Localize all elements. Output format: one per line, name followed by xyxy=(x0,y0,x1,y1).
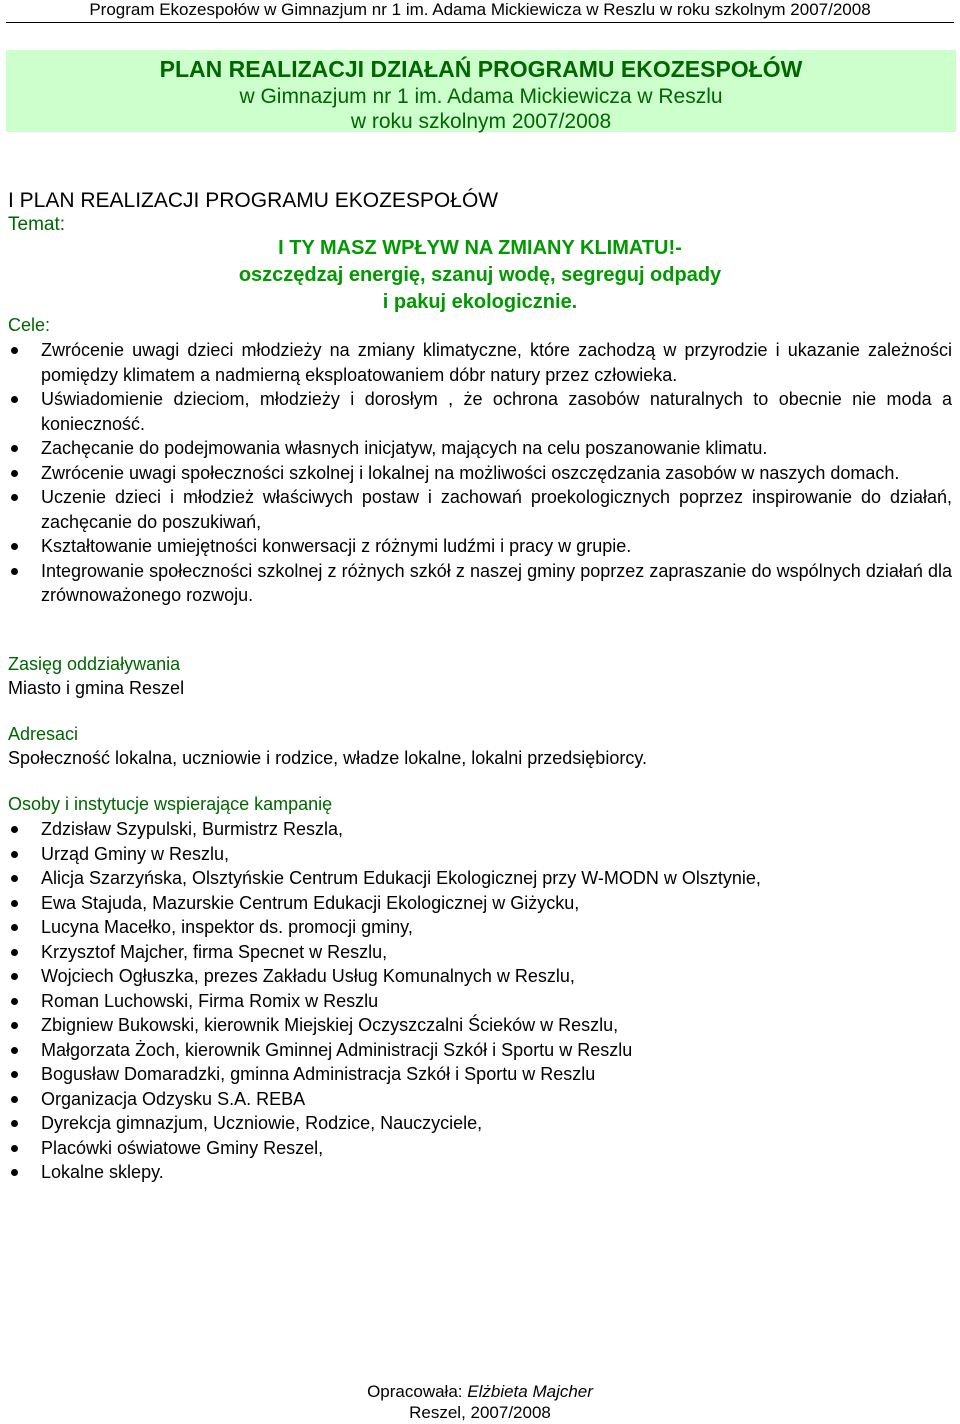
osoby-heading: Osoby i instytucje wspierające kampanię xyxy=(8,794,333,814)
list-item xyxy=(8,338,952,387)
goal-text: Kształtowanie umiejętności konwersacji z różnymi ludźmi i pracy w grupie. xyxy=(41,536,632,556)
slogan-line-3: i pakuj ekologicznie. xyxy=(382,291,578,313)
footer-place-date: Reszel, 2007/2008 xyxy=(409,1403,551,1422)
bullet-icon xyxy=(11,851,18,858)
goal-text: Zachęcanie do podejmowania własnych inicjatyw, mających na celu poszanowanie klimatu. xyxy=(41,438,768,458)
bullet-icon xyxy=(11,1096,18,1103)
footer-prepared-by xyxy=(0,1381,960,1403)
list-item xyxy=(8,1160,952,1185)
list-item xyxy=(8,1087,952,1112)
list-item xyxy=(8,989,952,1014)
supporter-text: Wojciech Ogłuszka, prezes Zakładu Usług Komunalnych w Reszlu, xyxy=(41,966,575,986)
bullet-icon xyxy=(11,494,18,501)
bullet-icon xyxy=(11,1071,18,1078)
bullet-icon xyxy=(11,1047,18,1054)
cele-label: Cele: xyxy=(8,315,51,335)
list-item xyxy=(8,817,952,842)
supporter-text: Zbigniew Bukowski, kierownik Miejskiej Oczyszczalni Ścieków w Reszlu, xyxy=(41,1015,619,1035)
document-subtitle-school: w Gimnazjum nr 1 im. Adama Mickiewicza w Reszlu xyxy=(239,85,723,108)
goal-text: Zwrócenie uwagi społeczności szkolnej i lokalnej na możliwości oszczędzania zasobów w naszych domach. xyxy=(41,462,900,483)
bullet-icon xyxy=(11,973,18,980)
section-title: I PLAN REALIZACJI PROGRAMU EKOZESPOŁÓW xyxy=(8,189,499,212)
supporter-text: Ewa Stajuda, Mazurskie Centrum Edukacji Ekologicznej w Giżycku, xyxy=(41,892,580,913)
bullet-icon xyxy=(11,1169,18,1176)
goal-text: Uczenie dzieci i młodzież właściwych postaw i zachowań proekologicznych poprzez inspirowanie do działań, zachęcanie do poszukiwań, xyxy=(41,487,952,532)
goal-text: Integrowanie społeczności szkolnej z różnych szkół z naszej gminy poprzez zapraszanie do wspólnych działań dla zrównoważonego rozwoju. xyxy=(41,560,952,605)
list-item xyxy=(8,1062,952,1087)
prepared-by-name: Elżbieta Majcher xyxy=(467,1382,593,1401)
list-item xyxy=(8,485,952,534)
slogan-line-2: oszczędzaj energię, szanuj wodę, segreguj odpady xyxy=(238,264,722,286)
zasieg-heading: Zasięg oddziaływania xyxy=(8,654,181,674)
list-item xyxy=(8,461,952,486)
zasieg-text: Miasto i gmina Reszel xyxy=(8,678,185,698)
supporter-text: Krzysztof Majcher, firma Specnet w Reszlu, xyxy=(41,941,388,962)
list-item xyxy=(8,842,952,867)
list-item xyxy=(8,387,952,436)
bullet-icon xyxy=(11,1120,18,1127)
list-item xyxy=(8,915,952,940)
bullet-icon xyxy=(11,543,18,550)
goal-text: Zwrócenie uwagi dzieci młodzieży na zmiany klimatyczne, które zachodzą w przyrodzie i ukazanie zależności pomiędzy klimatem a nadmierną eksploatowaniem dóbr natury przez człowieka. xyxy=(41,340,952,385)
supporter-text: Dyrekcja gimnazjum, Uczniowie, Rodzice, Nauczyciele, xyxy=(41,1113,483,1133)
list-item xyxy=(8,1013,952,1038)
list-item xyxy=(8,866,952,891)
bullet-icon xyxy=(11,1145,18,1152)
list-item xyxy=(8,940,952,965)
bullet-icon xyxy=(11,568,18,575)
list-item xyxy=(8,1111,952,1136)
list-item xyxy=(8,1038,952,1063)
slogan-line-1: I TY MASZ WPŁYW NA ZMIANY KLIMATU!- xyxy=(278,237,682,259)
supporter-text: Bogusław Domaradzki, gminna Administracja Szkół i Sportu w Reszlu xyxy=(41,1064,596,1084)
supporter-text: Placówki oświatowe Gminy Reszel, xyxy=(41,1137,324,1158)
document-subtitle-year: w roku szkolnym 2007/2008 xyxy=(350,110,612,133)
supporter-text: Roman Luchowski, Firma Romix w Reszlu xyxy=(41,990,379,1011)
bullet-icon xyxy=(11,826,18,833)
supporter-text: Lucyna Macełko, inspektor ds. promocji gminy, xyxy=(41,917,413,937)
supporter-text: Alicja Szarzyńska, Olsztyńskie Centrum Edukacji Ekologicznej przy W-MODN w Olsztynie, xyxy=(41,868,761,888)
supporter-text: Organizacja Odzysku S.A. REBA xyxy=(41,1088,306,1109)
supporter-text: Lokalne sklepy. xyxy=(41,1162,164,1182)
supporters-list xyxy=(8,817,952,1185)
bullet-icon xyxy=(11,470,18,477)
slogan xyxy=(0,235,960,316)
goals-list xyxy=(8,338,952,608)
header-divider xyxy=(6,22,954,23)
list-item xyxy=(8,964,952,989)
list-item xyxy=(8,436,952,461)
bullet-icon xyxy=(11,875,18,882)
bullet-icon xyxy=(11,949,18,956)
temat-label: Temat: xyxy=(8,214,66,235)
page-header: Program Ekozespołów w Gimnazjum nr 1 im. Adama Mickiewicza w Reszlu w roku szkolnym 2007/2008 xyxy=(89,0,871,19)
bullet-icon xyxy=(11,396,18,403)
bullet-icon xyxy=(11,998,18,1005)
supporter-text: Małgorzata Żoch, kierownik Gminnej Administracji Szkół i Sportu w Reszlu xyxy=(41,1039,633,1060)
bullet-icon xyxy=(11,1022,18,1029)
bullet-icon xyxy=(11,347,18,354)
title-box xyxy=(6,50,956,132)
bullet-icon xyxy=(11,924,18,931)
list-item xyxy=(8,534,952,559)
document-title: PLAN REALIZACJI DZIAŁAŃ PROGRAMU EKOZESPOŁÓW xyxy=(159,56,803,82)
adresaci-heading: Adresaci xyxy=(8,724,79,744)
bullet-icon xyxy=(11,445,18,452)
supporter-text: Zdzisław Szypulski, Burmistrz Reszla, xyxy=(41,819,344,839)
list-item xyxy=(8,891,952,916)
list-item xyxy=(8,1136,952,1161)
supporter-text: Urząd Gminy w Reszlu, xyxy=(41,843,230,864)
bullet-icon xyxy=(11,900,18,907)
adresaci-text: Społeczność lokalna, uczniowie i rodzice, władze lokalne, lokalni przedsiębiorcy. xyxy=(8,748,647,768)
goal-text: Uświadomienie dzieciom, młodzieży i dorosłym , że ochrona zasobów naturalnych to obecnie nie moda a konieczność. xyxy=(41,389,952,434)
list-item xyxy=(8,559,952,608)
prepared-by-label: Opracowała: xyxy=(367,1382,463,1401)
